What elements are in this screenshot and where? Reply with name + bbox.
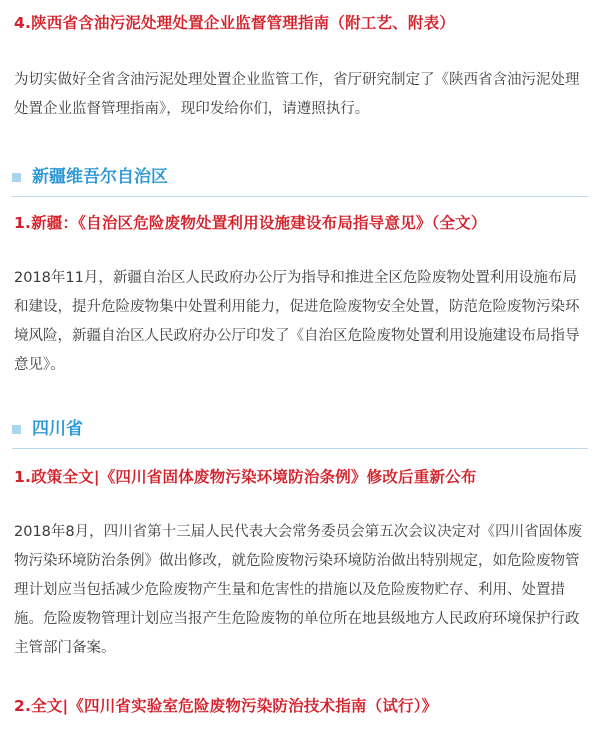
paragraph-sichuan: 2018年8月，四川省第十三届人民代表大会常务委员会第五次会议决定对《四川省固体废物污染环境防治条例》做出修改，就危险废物污染环境防治做出特别规定，如危险废物管理计划应当包括减少危险废物产生量和危害性的措施以及危险废物贮存、利用、处置措施。危险废物管理计划应当报产生危险废物的单位所在地县级地方人民政府环境保护行政主管部门备案。 [14,524,583,656]
region-heading-xinjiang [12,164,588,197]
region-label: 新疆维吾尔自治区 [32,167,168,187]
region-heading-sichuan [12,416,588,449]
region-label: 四川省 [32,419,83,439]
paragraph-xinjiang: 2018年11月，新疆自治区人民政府办公厅为指导和推进全区危险废物处置利用设施布局和建设，提升危险废物集中处置利用能力，促进危险废物安全处置，防范危险废物污染环境风险，新疆自治区人民政府办公厅印发了《自治区危险废物处置利用设施建设布局指导意见》。 [14,270,580,373]
doc-title-sichuan-lab-waste-guide[interactable]: 2.全文|《四川省实验室危险废物污染防治技术指南（试行）》 [14,697,438,715]
square-bullet-icon [12,173,21,182]
paragraph-shaanxi: 为切实做好全省含油污泥处理处置企业监管工作，省厅研究制定了《陕西省含油污泥处理处置企业监督管理指南》，现印发给你们，请遵照执行。 [14,72,580,117]
square-bullet-icon [12,425,21,434]
doc-title-shaanxi-oily-sludge[interactable]: 4.陕西省含油污泥处理处置企业监督管理指南（附工艺、附表） [14,14,455,32]
doc-title-sichuan-solid-waste-regulation[interactable]: 1.政策全文|《四川省固体废物污染环境防治条例》修改后重新公布 [14,468,477,486]
doc-title-xinjiang-hazardous-waste-layout[interactable]: 1.新疆：《自治区危险废物处置利用设施建设布局指导意见》（全文） [14,214,487,232]
